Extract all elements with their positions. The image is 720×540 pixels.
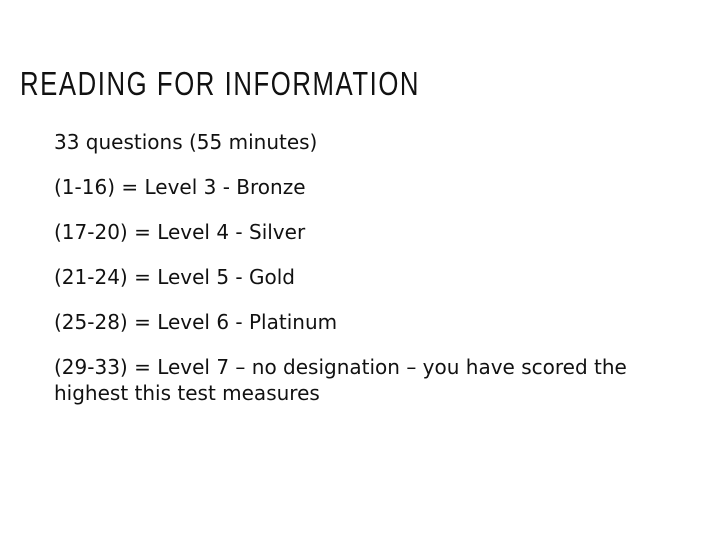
body-text-list (54, 129, 674, 425)
list-item-level-6: (25-28) = Level 6 - Platinum (54, 310, 338, 334)
list-item-level-7: (29-33) = Level 7 – no designation – you have scored the highest this test measures (54, 355, 627, 405)
list-item-question-count: 33 questions (55 minutes) (54, 130, 318, 154)
list-item-level-5: (21-24) = Level 5 - Gold (54, 265, 295, 289)
list-item-level-3: (1-16) = Level 3 - Bronze (54, 175, 306, 199)
slide-title: READING FOR INFORMATION (20, 65, 421, 103)
list-item-level-4: (17-20) = Level 4 - Silver (54, 220, 306, 244)
